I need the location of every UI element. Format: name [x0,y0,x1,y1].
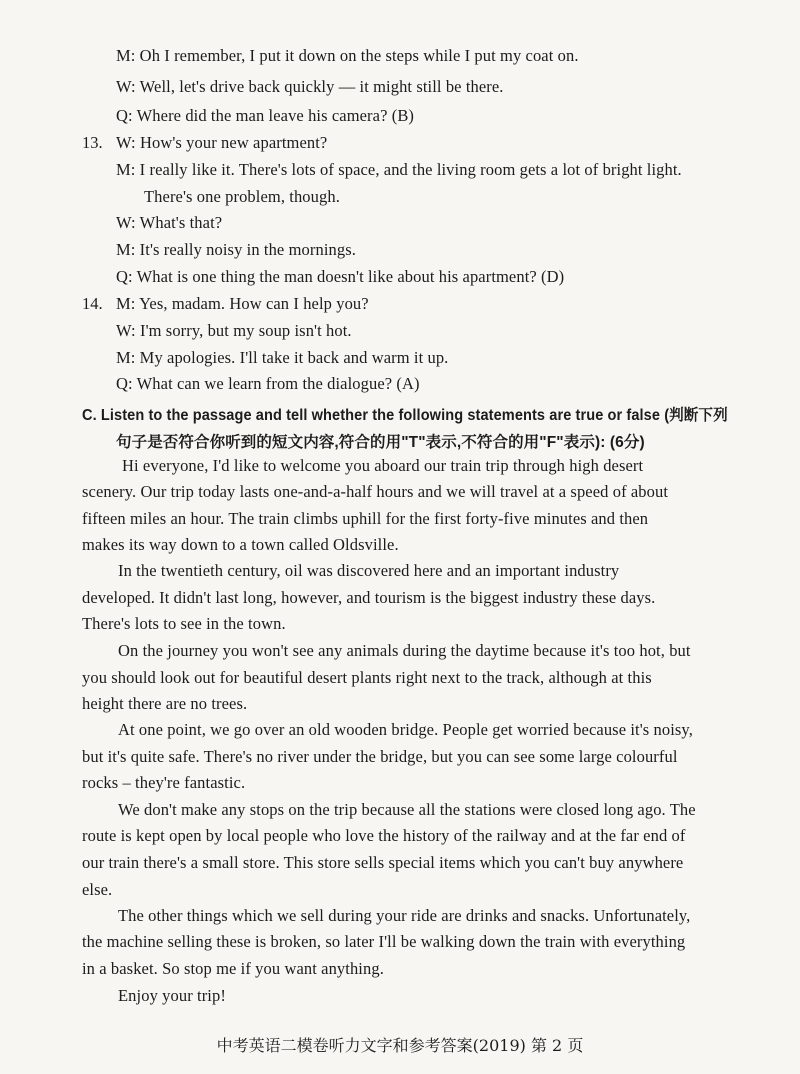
passage-line: our train there's a small store. This store sells special items which you can't buy anywhere [82,853,684,872]
passage-line: you should look out for beautiful desert plants right next to the track, although at this [82,668,652,687]
question-line: Q: What is one thing the man doesn't like about his apartment? (D) [116,267,565,286]
passage-line: We don't make any stops on the trip because all the stations were closed long ago. The [118,800,696,819]
dialogue-line: M: I really like it. There's lots of space, and the living room gets a lot of bright light. [116,160,682,179]
dialogue-line: W: I'm sorry, but my soup isn't hot. [116,321,352,340]
dialogue-line: M: My apologies. I'll take it back and warm it up. [116,348,449,367]
question-line: Q: What can we learn from the dialogue? (A) [116,374,420,393]
passage-line: height there are no trees. [82,694,248,713]
dialogue-line: M: Yes, madam. How can I help you? [116,294,369,313]
passage-line: scenery. Our trip today lasts one-and-a-half hours and we will travel at a speed of about [82,482,669,501]
dialogue-line: W: What's that? [116,213,223,232]
dialogue-line: W: How's your new apartment? [116,133,328,152]
passage-line: the machine selling these is broken, so later I'll be walking down the train with everything [82,932,686,951]
passage-line: else. [82,880,113,899]
section-c-heading: C. Listen to the passage and tell whether the following statements are true or false (判断下列 [82,407,728,424]
passage-line: route is kept open by local people who love the history of the railway and at the far end of [82,826,686,845]
dialogue-line: M: It's really noisy in the mornings. [116,240,356,259]
item-number-13: 13. [82,133,103,152]
passage-line: in a basket. So stop me if you want anything. [82,959,384,978]
question-line: Q: Where did the man leave his camera? (B) [116,106,415,125]
item-number-14: 14. [82,294,103,313]
passage-line: On the journey you won't see any animals during the daytime because it's too hot, but [118,641,691,660]
passage-line: Hi everyone, I'd like to welcome you aboard our train trip through high desert [122,456,644,475]
dialogue-line: W: Well, let's drive back quickly — it might still be there. [116,77,504,96]
passage-line: but it's quite safe. There's no river under the bridge, but you can see some large colourful [82,747,678,766]
passage-line: At one point, we go over an old wooden bridge. People get worried because it's noisy, [118,720,693,739]
passage-closing: Enjoy your trip! [118,986,226,1005]
passage-line: rocks – they're fantastic. [82,773,246,792]
passage-line: makes its way down to a town called Oldsville. [82,535,399,554]
passage-line: developed. It didn't last long, however, and tourism is the biggest industry these days. [82,588,656,607]
passage-line: fifteen miles an hour. The train climbs uphill for the first forty-five minutes and then [82,509,649,528]
passage-line: The other things which we sell during your ride are drinks and snacks. Unfortunately, [118,906,691,925]
dialogue-line: M: Oh I remember, I put it down on the steps while I put my coat on. [116,46,579,65]
section-c-heading-cont: 句子是否符合你听到的短文内容,符合的用"T"表示,不符合的用"F"表示): (6分) [116,434,645,451]
passage-line: In the twentieth century, oil was discovered here and an important industry [118,561,620,580]
passage-line: There's lots to see in the town. [82,614,286,633]
dialogue-line: There's one problem, though. [144,187,340,206]
page-footer: 中考英语二模卷听力文字和参考答案(2019) 第 2 页 [216,1036,584,1055]
